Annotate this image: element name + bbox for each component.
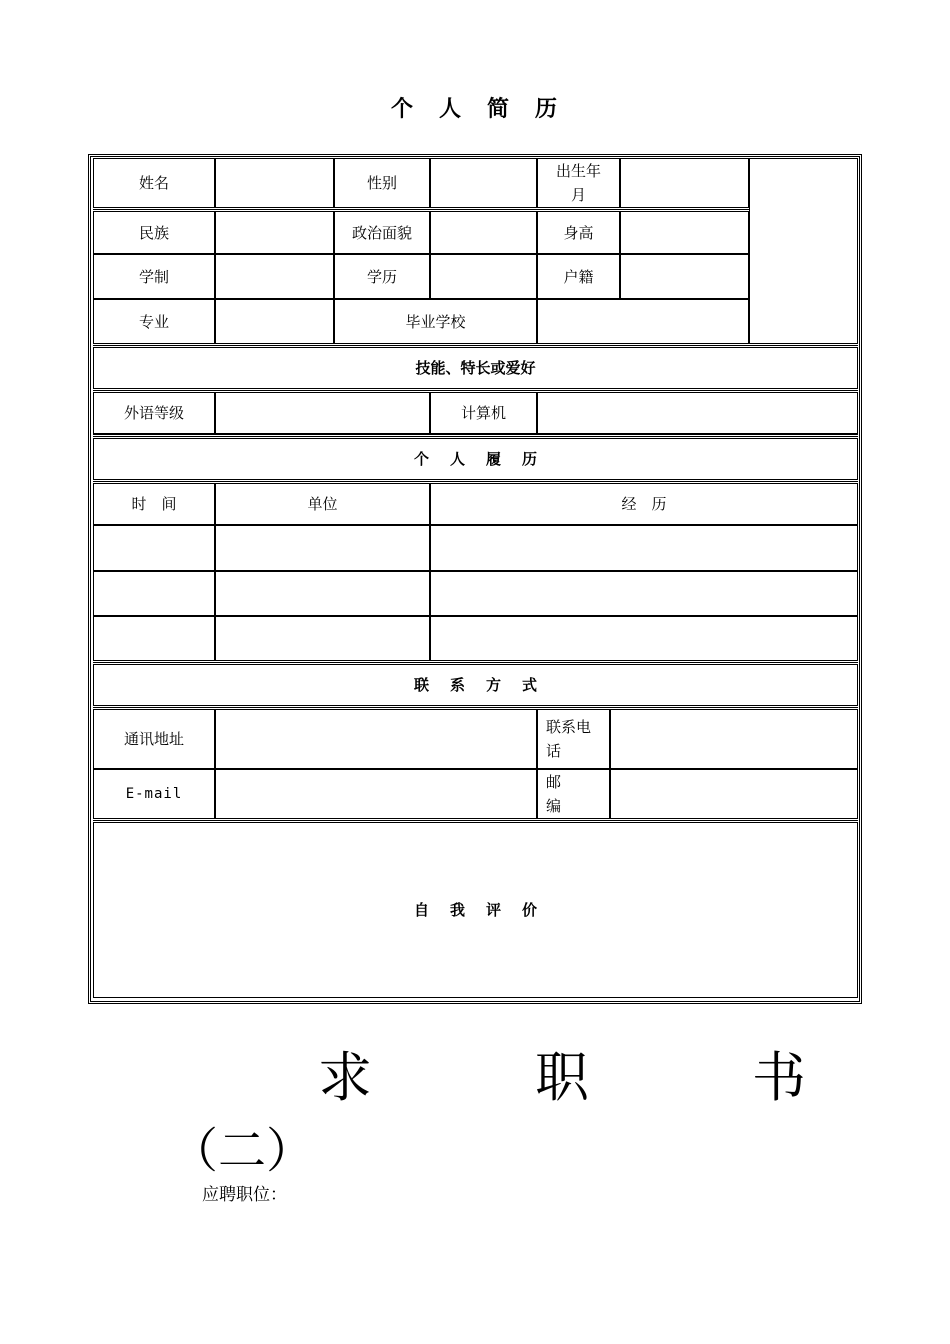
header-char: 履 — [485, 450, 501, 468]
history-exp-cell[interactable] — [430, 525, 858, 571]
value-computer[interactable] — [537, 392, 858, 434]
title-char: 历 — [534, 96, 559, 122]
label-education: 学历 — [334, 254, 430, 299]
label-postcode: 邮编 — [537, 769, 610, 819]
letter-title-char: 书 — [752, 1046, 806, 1109]
label-school: 毕业学校 — [334, 299, 537, 344]
label-political: 政治面貌 — [334, 211, 430, 254]
eval-char: 评 — [485, 901, 501, 919]
position-label: 应聘职位： — [202, 1185, 287, 1205]
eval-char: 价 — [521, 901, 537, 919]
label-computer: 计算机 — [430, 392, 537, 434]
label-birth: 出生年月 — [537, 158, 620, 208]
label-schooling: 学制 — [93, 254, 215, 299]
history-unit-cell[interactable] — [215, 525, 430, 571]
label-language: 外语等级 — [93, 392, 215, 434]
col-time: 时 间 — [93, 483, 215, 525]
divider — [93, 818, 858, 821]
label-address: 通讯地址 — [93, 709, 215, 769]
value-height[interactable] — [620, 211, 749, 254]
header-char: 联 — [413, 676, 429, 694]
divider — [93, 705, 858, 708]
history-unit-cell[interactable] — [215, 616, 430, 661]
divider — [93, 434, 858, 437]
header-char: 历 — [521, 450, 537, 468]
title-char: 简 — [486, 96, 511, 122]
divider — [93, 343, 858, 346]
divider — [93, 388, 858, 391]
eval-char: 我 — [449, 901, 465, 919]
value-language[interactable] — [215, 392, 430, 434]
label-phone: 联系电话 — [537, 709, 610, 769]
value-political[interactable] — [430, 211, 537, 254]
header-char: 系 — [449, 676, 465, 694]
value-major[interactable] — [215, 299, 334, 344]
col-unit: 单位 — [215, 483, 430, 525]
value-address[interactable] — [215, 709, 537, 769]
value-email[interactable] — [215, 769, 537, 819]
value-birth[interactable] — [620, 158, 749, 208]
label-ethnicity: 民族 — [93, 211, 215, 254]
history-exp-cell[interactable] — [430, 616, 858, 661]
value-schooling[interactable] — [215, 254, 334, 299]
history-exp-cell[interactable] — [430, 571, 858, 616]
value-school[interactable] — [537, 299, 749, 344]
label-hukou: 户籍 — [537, 254, 620, 299]
history-header — [93, 438, 858, 480]
title-char: 个 — [390, 96, 415, 122]
col-experience: 经 历 — [430, 483, 858, 525]
self-evaluation[interactable] — [93, 822, 858, 998]
header-char: 方 — [485, 676, 501, 694]
letter-title-char: 求 — [318, 1046, 372, 1109]
header-char: 个 — [413, 450, 429, 468]
skills-header: 技能、特长或爱好 — [93, 347, 858, 389]
history-time-cell[interactable] — [93, 616, 215, 661]
header-char: 人 — [449, 450, 465, 468]
value-education[interactable] — [430, 254, 537, 299]
divider — [93, 479, 858, 482]
label-major: 专业 — [93, 299, 215, 344]
label-height: 身高 — [537, 211, 620, 254]
value-phone[interactable] — [610, 709, 858, 769]
label-gender: 性别 — [334, 158, 430, 208]
value-postcode[interactable] — [610, 769, 858, 819]
letter-title-char: 职 — [535, 1046, 589, 1109]
label-email: E-mail — [93, 769, 215, 819]
divider — [93, 207, 749, 210]
history-time-cell[interactable] — [93, 571, 215, 616]
contact-header — [93, 664, 858, 706]
header-char: 式 — [521, 676, 537, 694]
value-ethnicity[interactable] — [215, 211, 334, 254]
title-char: 人 — [438, 96, 463, 122]
resume-title — [0, 92, 950, 123]
value-name[interactable] — [215, 158, 334, 208]
eval-char: 自 — [413, 901, 429, 919]
value-gender[interactable] — [430, 158, 537, 208]
letter-subtitle: （二） — [170, 1123, 315, 1179]
label-name: 姓名 — [93, 158, 215, 208]
divider — [93, 660, 858, 663]
history-unit-cell[interactable] — [215, 571, 430, 616]
history-time-cell[interactable] — [93, 525, 215, 571]
photo-area[interactable] — [749, 158, 858, 344]
value-hukou[interactable] — [620, 254, 749, 299]
